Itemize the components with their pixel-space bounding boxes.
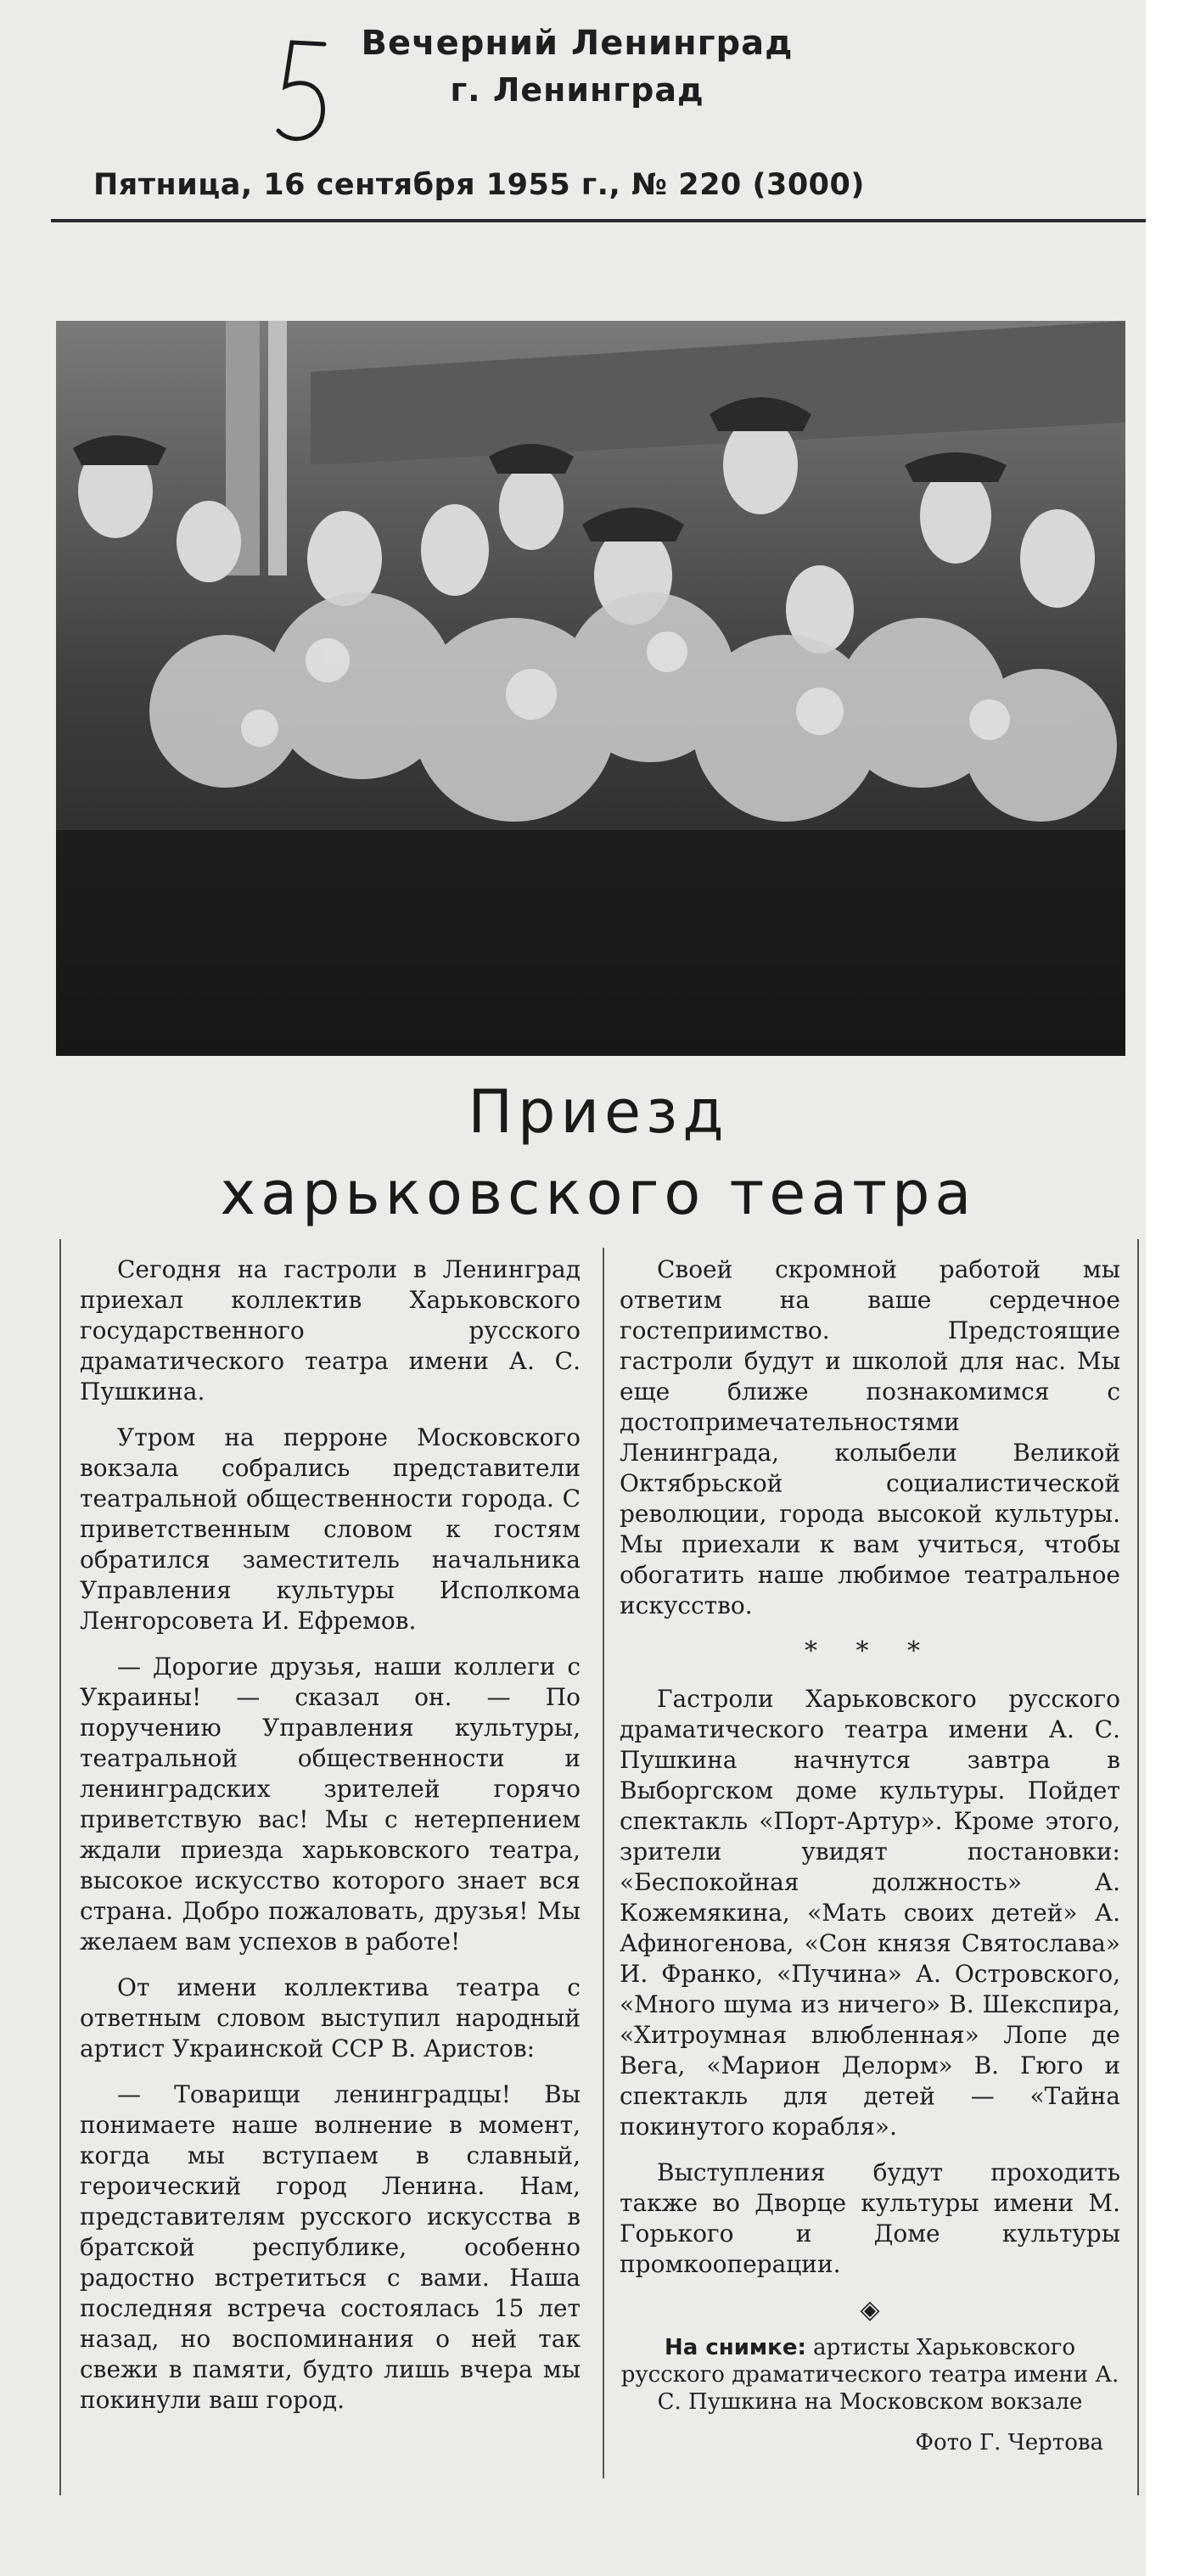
article-paragraph: Выступления будут проходить также во Дворце культуры имени М. Горького и Доме культуры промкооперации.: [620, 2158, 1120, 2278]
article-paragraph: Гастроли Харьковского русского драматического театра имени А. С. Пушкина начнутся завтра в Выборгском доме культуры. Пойдет спектакль «Порт-Артур». Кроме этого, зрители увидят постановки: «Беспокойная должность» А. Кожемякина, «Мать своих детей» А. Афиногенова, «Сон князя Святослава» И. Франко, «Пучина» А. Островского, «Много шума из ничего» В. Шекспира, «Хитроумная влюбленная» Лопе де Вега, «Марион Делорм» В. Гюго и спектакль для детей — «Тайна покинутого корабля».: [620, 1685, 1120, 2141]
ornament-icon: ◈: [860, 2295, 880, 2325]
header-rule: [51, 219, 1146, 222]
section-break-asterisks: * * *: [804, 1636, 936, 1666]
article-paragraph: Утром на перроне Московского вокзала собрались представители театральной общественности города. С приветственным словом к гостям обратился заместитель начальника Управления культуры Исполкома Ленгорсовета И. Ефремов.: [80, 1423, 581, 1635]
handwritten-number-5: [273, 37, 333, 148]
article-column-left: [80, 1254, 581, 2431]
article-headline: [51, 1071, 1146, 1234]
article-paragraph: Сегодня на гастроли в Ленинград приехал коллектив Харьковского государственного русского драматического театра имени А. С. Пушкина.: [80, 1255, 581, 1406]
headline-line-2: харьковского театра: [220, 1159, 977, 1228]
newspaper-name: Вечерний Ленинград: [361, 24, 794, 63]
caption-text: артисты Харьковского русского драматического театра имени А. С. Пушкина на Московском вокзале: [620, 2335, 1119, 2415]
issue-dateline: Пятница, 16 сентября 1955 г., № 220 (3000): [93, 168, 865, 202]
photo-caption: [620, 2334, 1120, 2416]
article-paragraph: — Дорогие друзья, наши коллеги с Украины! — сказал он. — По поручению Управления культуры, театральной общественности и ленинградских зрителей горячо приветствую вас! Мы с нетерпением ждали приезда харьковского театра, высокое искусство которого знает вся страна. Добро пожаловать, друзья! Мы желаем вам успехов в работе!: [80, 1653, 581, 1956]
news-photo: [56, 321, 1125, 1056]
article-paragraph: — Товарищи ленинградцы! Вы понимаете наше волнение в момент, когда мы вступаем в славный, героический город Ленина. Нам, представителям русского искусства в братской республике, особенно радостно встретиться с вами. Наша последняя встреча состоялась 15 лет назад, но воспоминания о ней так свежи в памяти, будто лишь вчера мы покинули ваш город.: [80, 2080, 581, 2414]
caption-lead: На снимке:: [664, 2335, 806, 2360]
headline-line-1: Приезд: [468, 1077, 729, 1147]
masthead: [356, 24, 798, 109]
photo-group-with-bouquets: [56, 321, 1125, 1056]
article-body: [59, 1239, 1139, 2495]
column-divider: [603, 1248, 604, 2478]
article-column-right: [620, 1254, 1120, 2458]
photo-credit: Фото Г. Чертова: [915, 2430, 1103, 2455]
article-paragraph: От имени коллектива театра с ответным словом выступил народный артист Украинской ССР В. Аристов:: [80, 1973, 581, 2062]
newspaper-city: г. Ленинград: [450, 71, 704, 109]
article-paragraph: Своей скромной работой мы ответим на ваше сердечное гостеприимство. Предстоящие гастроли будут и школой для нас. Мы еще ближе познакомимся с достопримечательностями Ленинграда, колыбели Великой Октябрьской социалистической революции, города высокой культуры. Мы приехали к вам учиться, чтобы обогатить наше любимое театральное искусство.: [620, 1255, 1120, 1619]
